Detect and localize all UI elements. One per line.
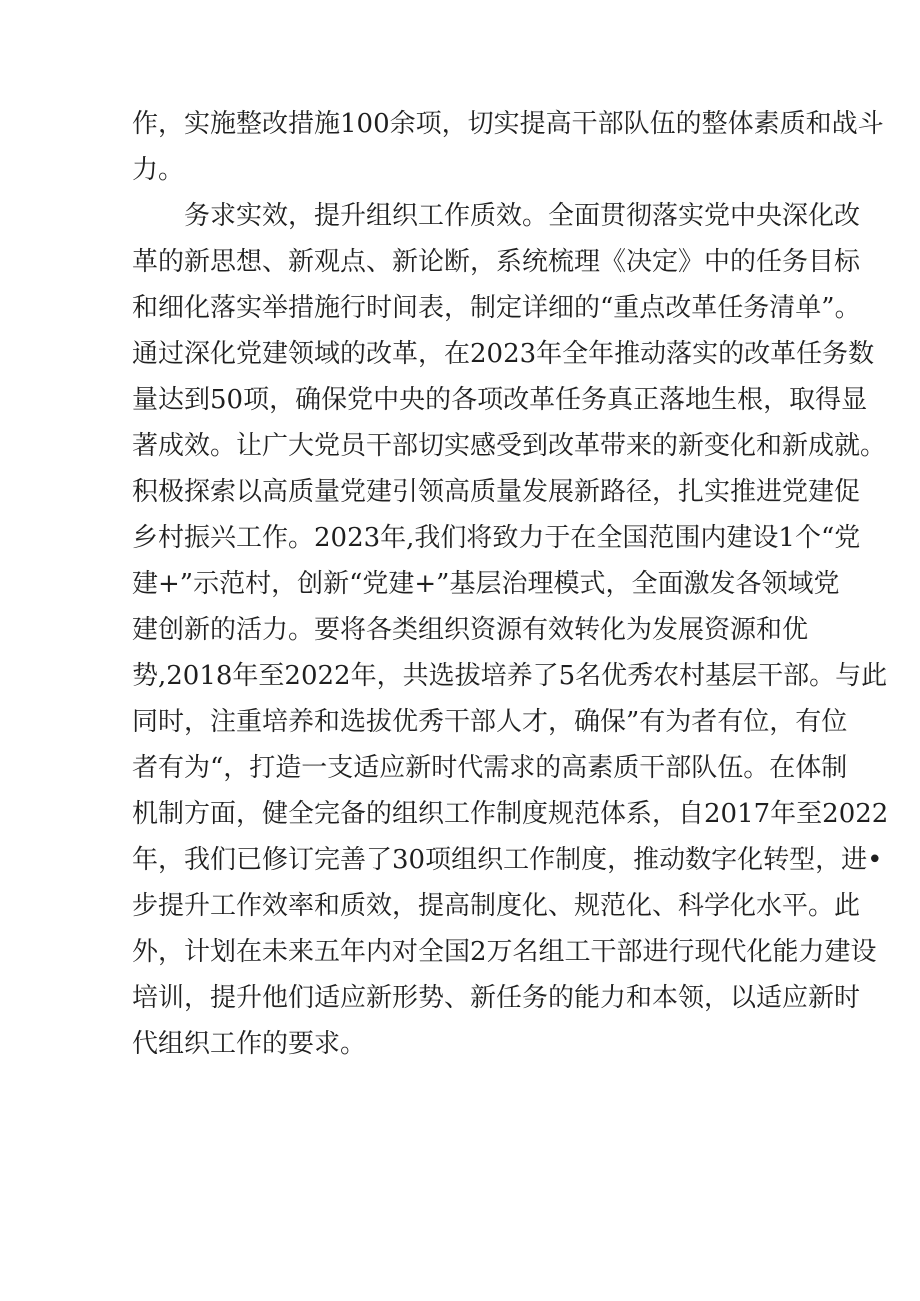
text-line-15: 者有为“，打造一支适应新时代需求的高素质干部队伍。在体制	[132, 753, 848, 783]
text-line-4: 革的新思想、新观点、新论断，系统梳理《决定》中的任务目标	[132, 247, 861, 277]
text-line-17: 年，我们已修订完善了30项组织工作制度，推动数字化转型，进•	[132, 845, 883, 875]
text-line-6: 通过深化党建领域的改革，在2023年全年推动落实的改革任务数	[132, 339, 875, 369]
text-line-9: 积极探索以高质量党建引领高质量发展新路径，扎实推进党建促	[132, 477, 861, 507]
text-line-8: 著成效。让广大党员干部切实感受到改革带来的新变化和新成就。	[132, 431, 887, 461]
text-line-21: 代组织工作的要求。	[132, 1029, 367, 1059]
text-line-20: 培训，提升他们适应新形势、新任务的能力和本领，以适应新时	[132, 983, 861, 1013]
text-line-13: 势,2018年至2022年，共选拔培养了5名优秀农村基层干部。与此	[132, 661, 888, 691]
text-line-18: 步提升工作效率和质效，提高制度化、规范化、科学化水平。此	[132, 891, 861, 921]
text-line-10: 乡村振兴工作。2023年,我们将致力于在全国范围内建设1个“党	[132, 523, 861, 553]
text-line-12: 建创新的活力。要将各类组织资源有效转化为发展资源和优	[132, 615, 809, 645]
text-line-2: 力。	[132, 155, 185, 185]
text-line-14: 同时，注重培养和选拔优秀干部人才，确保”有为者有位，有位	[132, 707, 848, 737]
body-text	[132, 101, 889, 1067]
text-line-7: 量达到50项，确保党中央的各项改革任务真正落地生根，取得显	[132, 385, 868, 415]
text-line-16: 机制方面，健全完备的组织工作制度规范体系，自2017年至2022	[132, 799, 889, 829]
text-line-1: 作，实施整改措施100余项，切实提高干部队伍的整体素质和战斗	[132, 109, 884, 139]
text-line-5: 和细化落实举措施行时间表，制定详细的“重点改革任务清单”。	[132, 293, 861, 323]
text-line-11: 建+”示范村，创新“党建+”基层治理模式，全面激发各领域党	[132, 569, 840, 599]
text-line-3: 务求实效，提升组织工作质效。全面贯彻落实党中央深化改	[184, 201, 861, 231]
text-line-19: 外，计划在未来五年内对全国2万名组工干部进行现代化能力建设	[132, 937, 877, 967]
